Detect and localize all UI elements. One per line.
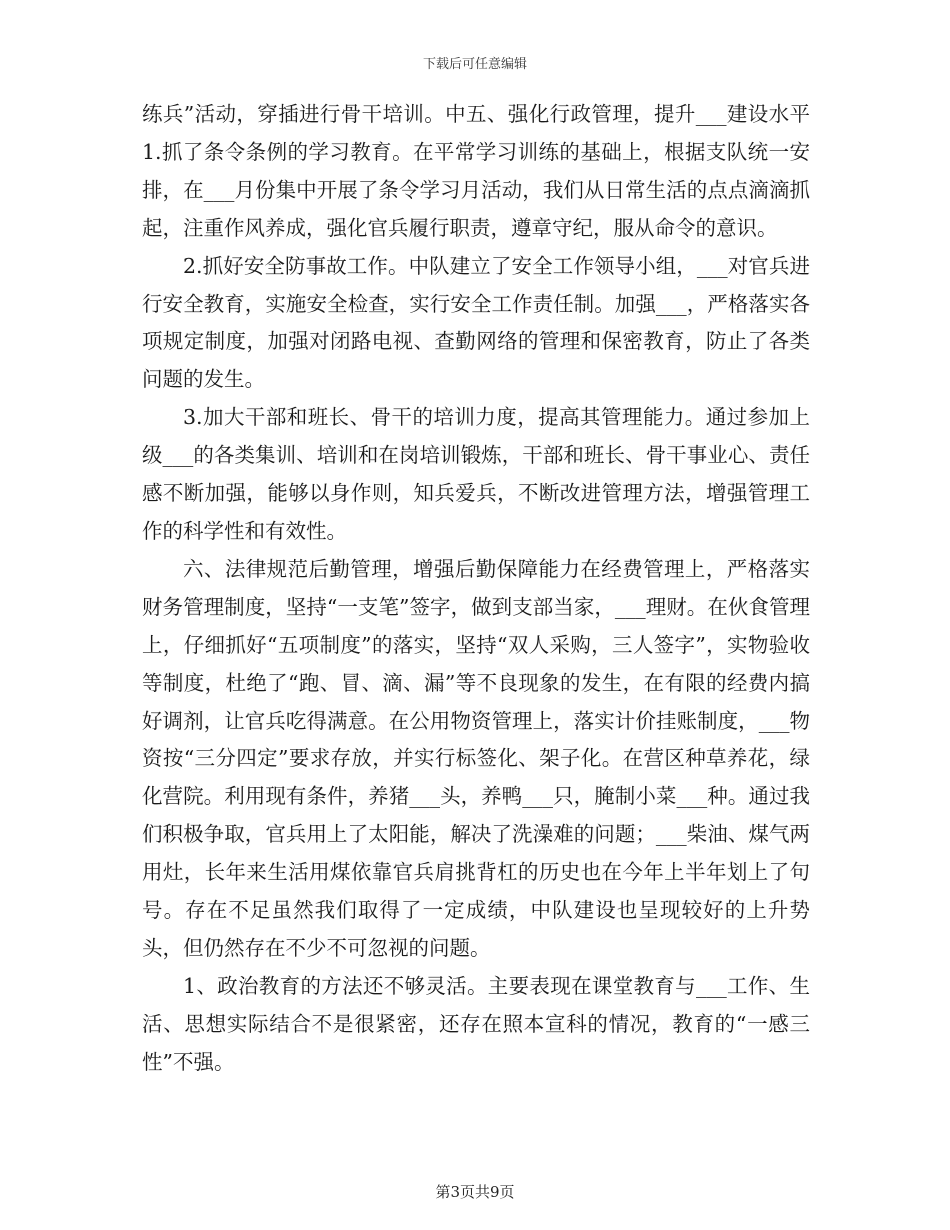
paragraph-5: 1、政治教育的方法还不够灵活。主要表现在课堂教育与___工作、生活、思想实际结合不是很紧密，还存在照本宣科的情况，教育的“一感三性”不强。 [142, 973, 810, 1074]
page-header: 下载后可任意编辑 [422, 57, 527, 72]
paragraph-1: 练兵”活动，穿插进行骨干培训。中五、强化行政管理，提升___建设水平1.抓了条令条例的学习教育。在平常学习训练的基础上，根据支队统一安排，在___月份集中开展了条令学习月活动，我们从日常生活的点点滴滴抓起，注重作风养成，强化官兵履行职责，遵章守纪，服从命令的意识。 [142, 102, 810, 240]
page-number: 第3页共9页 [435, 1183, 515, 1201]
document-body [142, 96, 810, 1082]
paragraph-3: 3.加大干部和班长、骨干的培训力度，提高其管理能力。通过参加上级___的各类集训、培训和在岗培训锻炼，干部和班长、骨干事业心、责任感不断加强，能够以身作则，知兵爱兵，不断改进管理方法，增强管理工作的科学性和有效性。 [142, 405, 810, 543]
paragraph-2: 2.抓好安全防事故工作。中队建立了安全工作领导小组，___对官兵进行安全教育，实施安全检查，实行安全工作责任制。加强___，严格落实各项规定制度，加强对闭路电视、查勤网络的管理和保密教育，防止了各类问题的发生。 [142, 253, 810, 392]
paragraph-4: 六、法律规范后勤管理，增强后勤保障能力在经费管理上，严格落实财务管理制度，坚持“一支笔”签字，做到支部当家，___理财。在伙食管理上，仔细抓好“五项制度”的落实，坚持“双人采购，三人签字”，实物验收等制度，杜绝了“跑、冒、滴、漏”等不良现象的发生，在有限的经费内搞好调剂，让官兵吃得满意。在公用物资管理上，落实计价挂账制度，___物资按“三分四定”要求存放，并实行标签化、架子化。在营区种草养花，绿化营院。利用现有条件，养猪___头，养鸭___只，腌制小菜___种。通过我们积极争取，官兵用上了太阳能，解决了洗澡难的问题；___柴油、煤气两用灶，长年来生活用煤依靠官兵肩挑背杠的历史也在今年上半年划上了句号。存在不足虽然我们取得了一定成绩，中队建设也呈现较好的上升势头，但仍然存在不少不可忽视的问题。 [142, 556, 810, 960]
